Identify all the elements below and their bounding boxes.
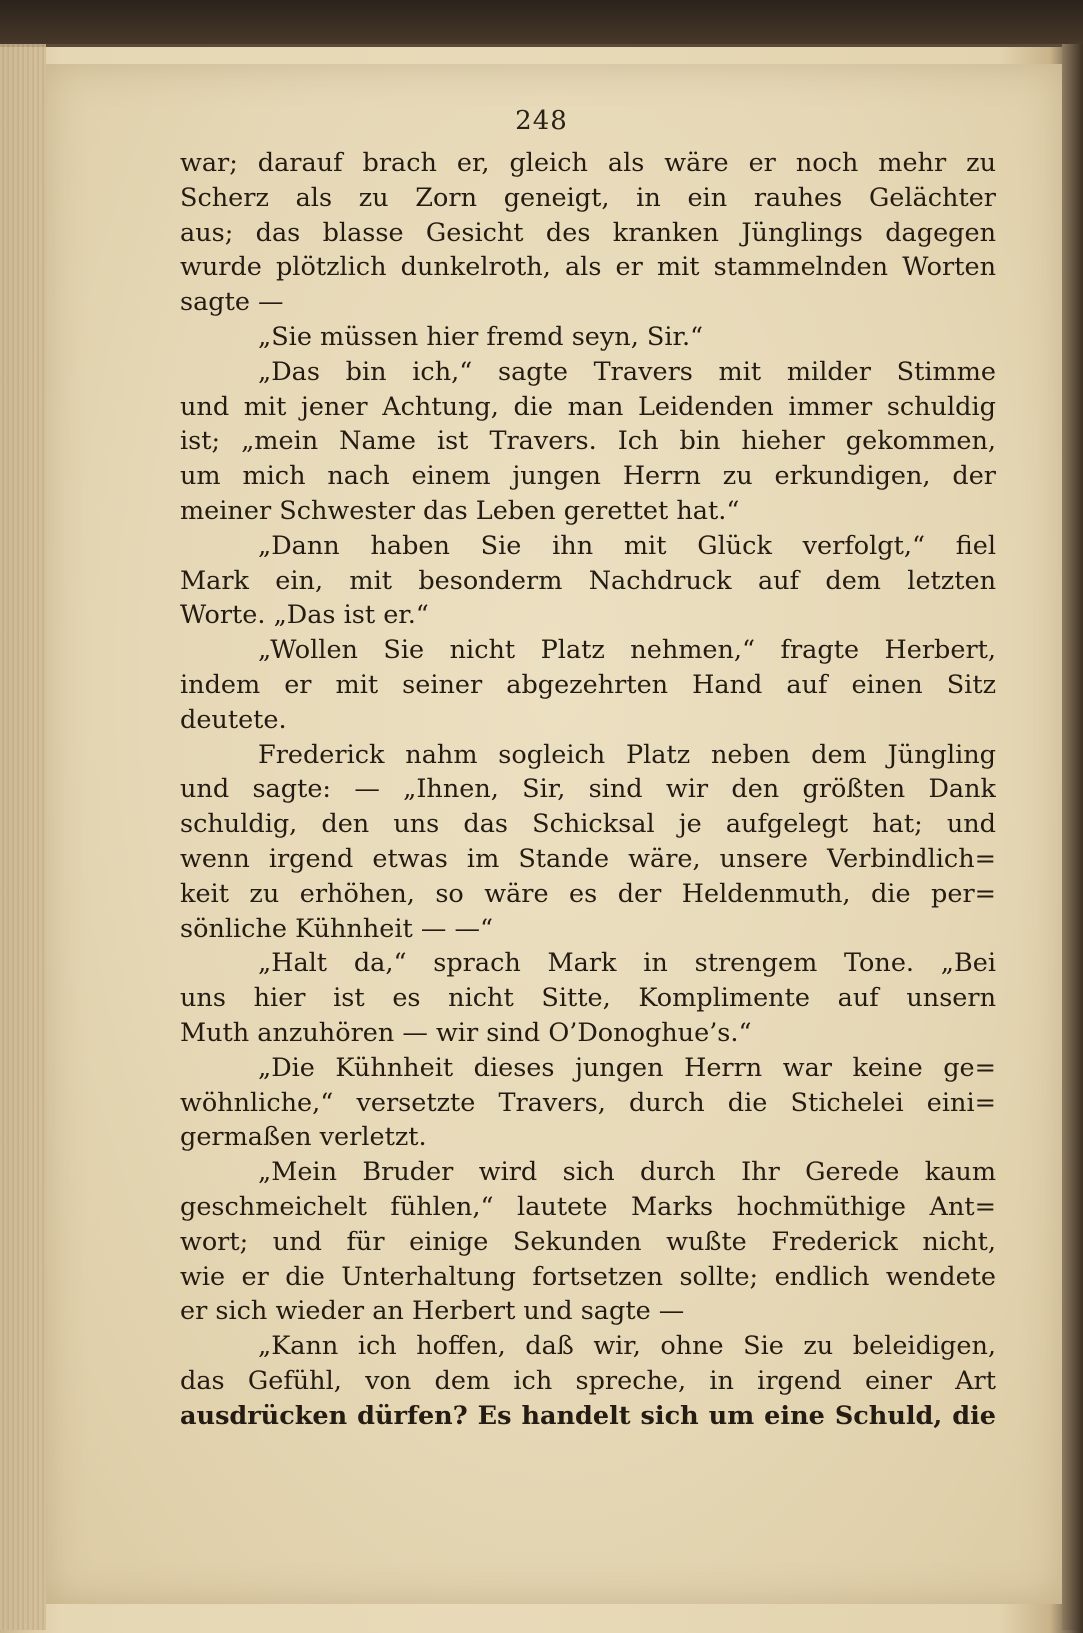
page-text xyxy=(180,146,996,1433)
text-line: ausdrücken dürfen? Es handelt sich um eine Schuld, die xyxy=(180,1400,996,1431)
text-line: ist; „mein Name ist Travers. Ich bin hieher gekommen, xyxy=(180,426,996,457)
text-line: „Das bin ich,“ sagte Travers mit milder Stimme xyxy=(258,356,996,387)
text-line: und sagte: — „Ihnen, Sir, sind wir den größten Dank xyxy=(180,774,996,805)
text-line: „Mein Bruder wird sich durch Ihr Gerede kaum xyxy=(258,1157,996,1188)
text-line: sagte — xyxy=(180,287,284,318)
page-edges xyxy=(0,44,46,1630)
text-line: das Gefühl, von dem ich spreche, in irgend einer Art xyxy=(180,1365,996,1396)
text-line: indem er mit seiner abgezehrten Hand auf einen Sitz xyxy=(180,669,996,700)
text-line: um mich nach einem jungen Herrn zu erkundigen, der xyxy=(180,461,996,492)
text-line: „Halt da,“ sprach Mark in strengem Tone. „Bei xyxy=(258,948,996,979)
text-line: uns hier ist es nicht Sitte, Komplimente auf unsern xyxy=(180,983,996,1014)
text-line: Frederick nahm sogleich Platz neben dem Jüngling xyxy=(258,739,996,770)
text-line: schuldig, den uns das Schicksal je aufgelegt hat; und xyxy=(180,809,996,840)
text-line: geschmeichelt fühlen,“ lautete Marks hochmüthige Ant= xyxy=(180,1191,996,1222)
text-line: „Wollen Sie nicht Platz nehmen,“ fragte Herbert, xyxy=(258,635,996,666)
text-line: Scherz als zu Zorn geneigt, in ein rauhes Gelächter xyxy=(180,182,996,213)
text-line: „Die Kühnheit dieses jungen Herrn war keine ge= xyxy=(258,1052,996,1083)
book-binding-edge xyxy=(1062,44,1083,1630)
text-line: sönliche Kühnheit — —“ xyxy=(180,913,493,944)
text-line: deutete. xyxy=(180,704,287,735)
page-number: 248 xyxy=(515,106,568,136)
text-line: wöhnliche,“ versetzte Travers, durch die Stichelei eini= xyxy=(180,1087,996,1118)
text-line: war; darauf brach er, gleich als wäre er noch mehr zu xyxy=(180,148,996,178)
text-line: und mit jener Achtung, die man Leidenden immer schuldig xyxy=(180,391,996,422)
text-line: „Dann haben Sie ihn mit Glück verfolgt,“ fiel xyxy=(258,530,996,561)
text-line: wenn irgend etwas im Stande wäre, unsere Verbindlich= xyxy=(180,843,996,874)
text-line: wie er die Unterhaltung fortsetzen sollte; endlich wendete xyxy=(180,1261,996,1292)
text-line: keit zu erhöhen, so wäre es der Heldenmuth, die per= xyxy=(180,878,996,909)
text-line: Muth anzuhören — wir sind O’Donoghue’s.“ xyxy=(180,1017,752,1048)
text-line: er sich wieder an Herbert und sagte — xyxy=(180,1296,685,1327)
text-line: aus; das blasse Gesicht des kranken Jünglings dagegen xyxy=(180,217,996,248)
text-line: Worte. „Das ist er.“ xyxy=(180,600,429,631)
text-line: „Sie müssen hier fremd seyn, Sir.“ xyxy=(258,321,704,352)
text-line: germaßen verletzt. xyxy=(180,1122,427,1153)
text-line: meiner Schwester das Leben gerettet hat.“ xyxy=(180,495,740,526)
text-line: „Kann ich hoffen, daß wir, ohne Sie zu beleidigen, xyxy=(258,1331,996,1362)
text-line: Mark ein, mit besonderm Nachdruck auf dem letzten xyxy=(180,565,996,596)
text-line: wurde plötzlich dunkelroth, als er mit stammelnden Worten xyxy=(180,252,996,283)
text-line: wort; und für einige Sekunden wußte Frederick nicht, xyxy=(180,1226,996,1257)
